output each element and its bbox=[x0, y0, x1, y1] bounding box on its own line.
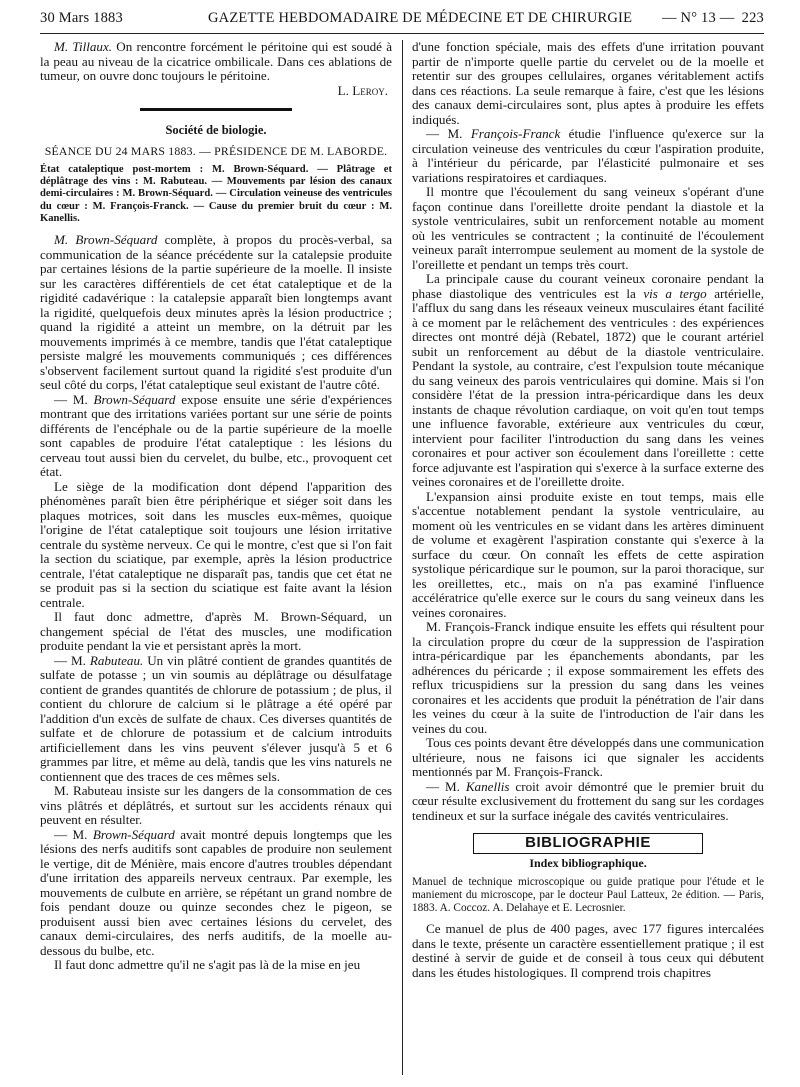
bibliography-heading: BIBLIOGRAPHIE bbox=[473, 833, 703, 854]
paragraph bbox=[40, 828, 392, 959]
header-rule bbox=[40, 33, 764, 34]
speaker-name: Rabuteau. bbox=[89, 652, 144, 668]
paragraph bbox=[412, 127, 764, 185]
paragraph-text: artérielle, l'afflux du sang dans les réseaux veineux musculaires étant facilité à ce moment par le relâchement des ventricules : des expériences directes ont montré déjà (Rebatel, 1872) que le courant artériel subit un renforcement au début de la diastole ventriculaire. Pendant la systole, au contraire, c'est l'expulsion toute mécanique du sang veineux des parois ventriculaires qui domine. Mais si l'on considère l'état de la pression intra-péricardique dans les deux instants de chaque révolution cardiaque, on voit qu'en tout temps une influence favorable, extérieure aux ventricules du cœur, intervient pour faciliter l'introduction du sang dans les veines coronaires et pour activer son écoulement dans l'oreillette : cette force adjuvante est l'aspiration qui s'exerce à la surface externe des veines coronaires et de l'oreillette droite. bbox=[412, 285, 764, 489]
paragraph-text: La principale cause du courant veineux coronaire pendant la phase diastolique des ventricules est la bbox=[412, 271, 764, 301]
header-date: 30 Mars 1883 bbox=[40, 10, 123, 26]
dash-prefix: — M. bbox=[54, 391, 94, 407]
paragraph bbox=[412, 780, 764, 824]
book-reference: Manuel de technique microscopique ou guide pratique pour l'étude et le maniement du microscope, par le docteur Paul Latteux, 2e édition. — Paris, 1883. A. Coccoz. A. Delahaye et E. Lecrosnier. bbox=[412, 876, 764, 914]
index-title: Index bibliographique. bbox=[529, 855, 647, 870]
section-separator bbox=[140, 108, 292, 111]
dash-prefix: — M. bbox=[426, 126, 471, 141]
speaker-name: Kanellis bbox=[465, 778, 510, 794]
paragraph: Il montre que l'écoulement du sang veineux s'opérant d'une façon continue dans l'oreillette droite pendant la diastole et la systole ventriculaires, subit un renforcement notable au moment où les ventricules se contractent ; la continuité de l'écoulement veineux paraît interrompue seulement au moment de la systole de l'oreillette et pendant un temps très court. bbox=[412, 184, 764, 272]
column-divider bbox=[402, 40, 403, 1075]
speaker-name: M. Tillaux. bbox=[54, 39, 113, 54]
signature-name: Leroy. bbox=[352, 82, 388, 98]
paragraph bbox=[412, 272, 764, 490]
paragraph: Le siège de la modification dont dépend l'apparition des phénomènes paraît bien être périphérique et siéger soit dans les plaques motrices, soit dans les muscles eux-mêmes, quoique l'origine de l'état cataleptique soit toujours une lésion irritative centrale du système nerveux. Ce qui le montre, c'est que si l'on fait la section du sciatique, par exemple, après la lésion productrice centrale, l'état cataleptique ne disparaît pas, tandis que cet état ne se produit pas si la section du sciatique est faite avant la lésion centrale. bbox=[40, 478, 392, 610]
paragraph: Il faut donc admettre qu'il ne s'agit pas là de la mise en jeu bbox=[54, 957, 361, 973]
paragraph-text: expose ensuite une série d'expériences montrant que des irritations variées portant sur une série de points différents de l'encéphale ou de la partie supérieure de la moelle sont capables de produire l'état cataleptique : les lésions du cerveau tout aussi bien du cervelet, du bulbe, etc., provoquent cet état. bbox=[40, 391, 392, 480]
paragraph: Tous ces points devant être développés dans une communication ultérieure, nous ne faisons ici que signaler les accidents mentionnés par M. François-Franck. bbox=[412, 735, 764, 779]
dash-prefix: — M. bbox=[426, 778, 466, 794]
paragraph bbox=[40, 40, 392, 84]
paragraph-text: étudie l'influence qu'exerce sur la circulation veineuse des ventricules du cœur l'aspiration produite, à l'intérieur du péricarde, par l'élasticité pulmonaire et ses variations respiratoires et cardiaques. bbox=[412, 126, 764, 185]
session-heading: SÉANCE DU 24 MARS 1883. — PRÉSIDENCE DE M. LABORDE. bbox=[44, 143, 388, 158]
paragraph: M. Rabuteau insiste sur les dangers de la consommation de ces vins plâtrés et déplâtrés, et surtout sur les accidents rénaux qui peuvent en résulter. bbox=[40, 783, 392, 828]
right-column bbox=[412, 40, 764, 980]
paragraph-text: complète, à propos du procès-verbal, sa communication de la séance précédente sur la catalepsie produite par certaines lésions de la partie supérieure de la moelle. Il insiste sur les caractères différentiels de cet état cataleptique et de la rigidité cadavérique : la catalepsie apparaît bien longtemps avant la rigidité, quelquefois deux minutes après la lésion productrice ; quand la rigidité a atteint un membre, on la détruit par les mouvements imprimés à ce membre, tandis que l'état cataleptique persiste malgré les mouvements communiqués ; ces différences s'observent facilement surtout quand la rigidité s'est produite d'un seul côté du corps, l'état cataleptique seul existant de l'autre côté. bbox=[40, 232, 393, 393]
paragraph: d'une fonction spéciale, mais des effets d'une irritation pouvant partir de n'importe quelle partie du cervelet ou de la moelle et retentir sur des groupes cellulaires, organes véritablement actifs dans ces réactions. La seule remarque à faire, c'est que les lésions des canaux demi-circulaires sont, plus aptes à produire les effets indiqués. bbox=[412, 39, 764, 127]
paragraph-text: croit avoir démontré que le premier bruit du cœur résulte exclusivement du frottement du sang sur les cordages tendineux et sur la surface inégale des cavités ventriculaires. bbox=[412, 778, 764, 823]
left-column bbox=[40, 40, 392, 973]
paragraph-text: avait montré depuis longtemps que les lésions des nerfs auditifs sont capables de produire non seulement le vertige, dit de Ménière, mais encore d'autres troubles dépendant d'une irritation des appareils nerveux centraux. Par exemple, les mouvements de culbute en arrière, se répétant un grand nombre de fois pendant douze ou quinze secondes chez le pigeon, se produisent aussi bien avec certaines lésions du cervelet, des canaux demi-circulaires, des nerfs auditifs, de la moelle au-dessous du bulbe, etc. bbox=[40, 826, 392, 958]
dash-prefix: — M. bbox=[54, 826, 93, 842]
speaker-name: M. Brown-Séquard bbox=[54, 232, 158, 248]
speaker-name: François-Franck bbox=[470, 126, 561, 141]
section-title: Société de biologie. bbox=[165, 123, 267, 137]
issue-number: — N° 13 — bbox=[662, 10, 735, 26]
paragraph: Ce manuel de plus de 400 pages, avec 177 figures intercalées dans le texte, présente un caractère essentiellement pratique ; il est destiné à servir de guide et de conseil à tous ceux qui débutent dans les études histologiques. Il comprend trois chapitres bbox=[412, 921, 764, 980]
signature bbox=[40, 84, 392, 99]
paragraph: L'expansion ainsi produite existe en tout temps, mais elle s'accentue notablement pendant la systole ventriculaire, au moment où les ventricules en se vidant dans les artères diminuent de volume et exagèrent l'aspiration constante qui s'exerce à la surface du cœur. On connaît les effets de cette aspiration systolique péricardique sur le poumon, sur la paroi thoracique, sur les oreillettes, etc., mais on n'a pas examiné l'influence accélératrice qu'elle exerce sur le cours du sang veineux dans les veines coronaires. bbox=[412, 488, 764, 620]
paragraph: M. François-Franck indique ensuite les effets qui résultent pour la circulation propre du cœur de la suppression de l'aspiration intra-péricardique par les épanchements abondants, par les adhérences du péricarde ; il expose sommairement les effets des reflux tricuspidiens sur la pression du sang dans les veines coronaires et les accidents que produit la pénétration de l'air dans les veines du cœur à la suite de l'introduction de l'air dans les veines du cou. bbox=[412, 619, 764, 736]
paragraph bbox=[40, 654, 392, 785]
dash-prefix: — M. bbox=[54, 652, 90, 668]
paragraph bbox=[40, 393, 392, 480]
session-summary: État cataleptique post-mortem : M. Brown-Séquard. — Plâtrage et déplâtrage des vins : M. Rabuteau. — Mouvements par lésion des canaux demi-circulaires : M. Brown-Séquard. — Circulation veineuse des ventricules du cœur : M. François-Franck. — Cause du premier bruit du cœur : M. Kanellis. bbox=[40, 164, 392, 224]
paragraph: Il faut donc admettre, d'après M. Brown-Séquard, un changement spécial de l'état des muscles, une modification produite pendant la vie et persistant après la mort. bbox=[40, 609, 392, 654]
speaker-name: Brown-Séquard bbox=[93, 391, 176, 407]
page-number: 223 bbox=[741, 10, 764, 26]
latin-phrase: vis a tergo bbox=[643, 285, 707, 301]
signature-prefix: L. bbox=[337, 82, 353, 98]
speaker-name: Brown-Séquard bbox=[92, 826, 175, 842]
journal-title: GAZETTE HEBDOMADAIRE DE MÉDECINE ET DE CHIRURGIE bbox=[208, 10, 633, 26]
paragraph-text: Un vin plâtré contient de grandes quantités de sulfate de potasse ; un vin soumis au déplâtrage ou désulfatage contient de grandes quantités de chlorure de potassium ; de plus, il contient du chlorure de calcium si le plâtrage a été opéré par l'addition d'un excès de sulfate de chaux. Ces diverses quantités de sulfate et de chlorure de potassium et de calcium introduits artificiellement dans les vins peuvent s'élever jusqu'à 5 et 6 grammes par litre, et même au delà, tandis que les vins naturels ne contiennent que des traces de ces mêmes sels. bbox=[40, 652, 392, 784]
paragraph bbox=[40, 233, 392, 393]
paragraph-text: On rencontre forcément le péritoine qui est soudé à la peau au niveau de la cicatrice ombilicale. Dans ces ablations de tumeur, on ouvre donc toujours le péritoine. bbox=[40, 39, 393, 83]
